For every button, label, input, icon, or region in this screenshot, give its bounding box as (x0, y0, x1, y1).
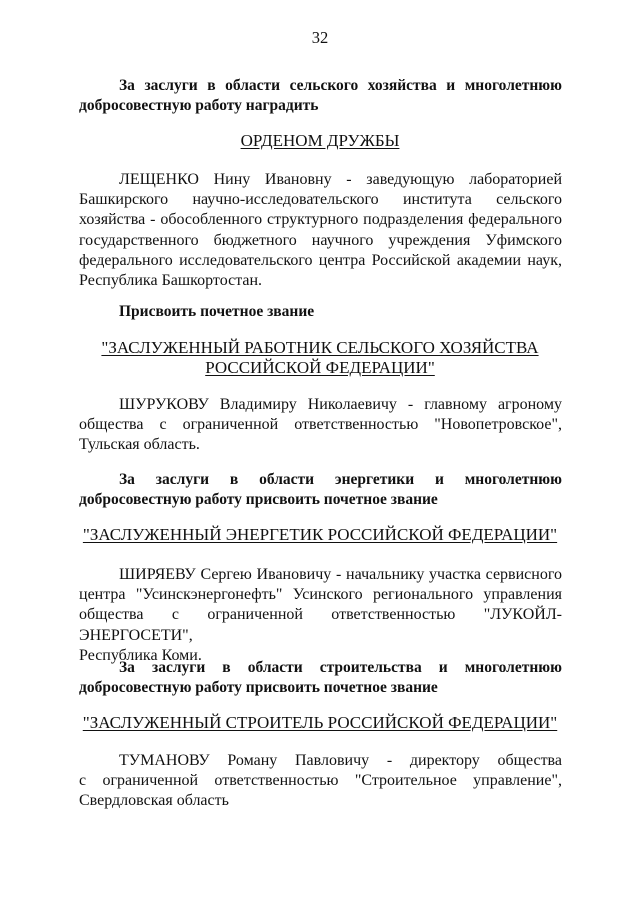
award-intro-energy (79, 470, 562, 510)
intro-line: Присвоить почетное звание (119, 303, 315, 320)
person-line: ШИРЯЕВУ Сергею Ивановичу - начальнику участка сервисного (119, 566, 562, 583)
person-line: общества с ограниченной ответственностью "ЛУКОЙЛ-ЭНЕРГОСЕТИ", (79, 606, 562, 644)
award-title-line: "ЗАСЛУЖЕННЫЙ СТРОИТЕЛЬ РОССИЙСКОЙ ФЕДЕРАЦИИ" (82, 713, 558, 732)
person-shurukov (79, 395, 562, 456)
award-title-line: "ЗАСЛУЖЕННЫЙ РАБОТНИК СЕЛЬСКОГО ХОЗЯЙСТВА (101, 338, 539, 357)
person-line: Свердловская область (79, 792, 229, 810)
award-title-line: РОССИЙСКОЙ ФЕДЕРАЦИИ" (205, 358, 435, 377)
person-line: федерального исследовательского центра Российской академии наук, (79, 251, 562, 269)
award-title-honored-builder (60, 713, 580, 733)
award-title-honored-agriculture-worker (60, 338, 580, 378)
intro-line: За заслуги в области энергетики и многолетнюю (119, 471, 562, 488)
person-leshchenko (79, 170, 562, 291)
person-line: хозяйства - обособленного структурного подразделения федерального (79, 211, 562, 229)
intro-line: добросовестную работу наградить (79, 97, 319, 114)
person-line: ТУМАНОВУ Роману Павловичу - директору общества (119, 752, 562, 769)
intro-line: За заслуги в области строительства и многолетнюю (119, 659, 562, 676)
award-intro-construction (79, 658, 562, 698)
person-line: ЛЕЩЕНКО Нину Ивановну - заведующую лабораторией (119, 171, 562, 188)
person-line: Республика Коми. (79, 646, 202, 664)
person-line: ШУРУКОВУ Владимиру Николаевичу - главному агроному (119, 396, 562, 413)
award-intro-agriculture (79, 76, 562, 116)
person-line: Тульская область. (79, 436, 200, 454)
person-line: Башкирского научно-исследовательского института сельского (79, 191, 562, 209)
intro-line: добросовестную работу присвоить почетное звание (79, 679, 438, 696)
intro-line: За заслуги в области сельского хозяйства и многолетнюю (119, 77, 562, 94)
person-line: общества с ограниченной ответственностью "Новопетровское", (79, 416, 562, 434)
award-title-line: "ЗАСЛУЖЕННЫЙ ЭНЕРГЕТИК РОССИЙСКОЙ ФЕДЕРАЦИИ" (82, 525, 558, 544)
person-line: центра "Усинскэнергонефть" Усинского регионального управления (79, 586, 562, 604)
award-title-order-of-friendship (60, 131, 580, 151)
award-title-line: ОРДЕНОМ ДРУЖБЫ (240, 131, 400, 150)
person-line: с ограниченной ответственностью "Строительное управление", (79, 772, 562, 790)
person-line: государственного бюджетного научного учреждения Уфимского (79, 231, 562, 249)
person-shiryaev (79, 565, 562, 666)
intro-line: добросовестную работу присвоить почетное звание (79, 491, 438, 508)
page-number: 32 (311, 28, 329, 47)
award-title-honored-power-engineer (60, 525, 580, 545)
person-tumanov (79, 751, 562, 812)
award-intro-honorary-title (119, 302, 314, 322)
person-line: Республика Башкортостан. (79, 272, 263, 290)
